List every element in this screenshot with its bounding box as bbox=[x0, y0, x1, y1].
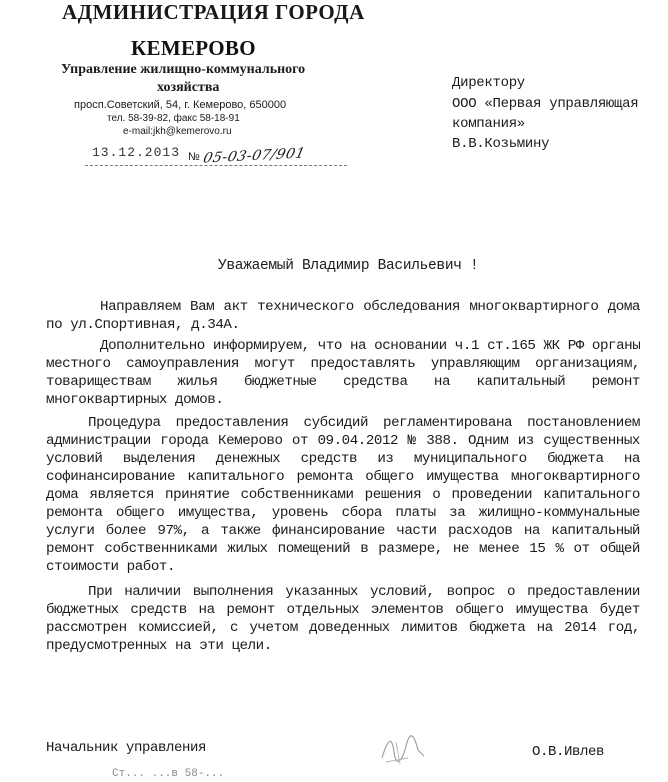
paragraph-2 bbox=[46, 337, 640, 409]
paragraph-4 bbox=[46, 583, 640, 655]
paragraph-line: Дополнительно информируем, что на основании ч.1 ст.165 ЖК РФ органы bbox=[100, 338, 641, 354]
letterhead-city: КЕМЕРОВО bbox=[131, 36, 256, 60]
paragraph-line: Направляем Вам акт технического обследования многоквартирного дома bbox=[100, 299, 640, 315]
letterhead-address: просп.Советский, 54, г. Кемерово, 650000 bbox=[74, 99, 287, 111]
addressee-line-4: В.В.Козьмину bbox=[452, 136, 550, 152]
paragraph-line: бюджетных средств на ремонт отдельных элементов общего имущества будет bbox=[46, 602, 640, 618]
paragraph-line: товариществам жилья бюджетные средства на капитальный ремонт bbox=[46, 374, 640, 390]
paragraph-line: дома является принятие собственниками решения о проведении капитального bbox=[46, 487, 640, 503]
paragraph-line: софинансирование капитального ремонта общего имущества многоквартирного bbox=[46, 469, 640, 485]
signature-name: О.В.Ивлев bbox=[532, 744, 605, 760]
paragraph-3 bbox=[46, 414, 640, 576]
signature-stroke bbox=[382, 736, 424, 762]
paragraph-line: администрации города Кемерово от 09.04.2012 № 388. Одним из существенных bbox=[46, 433, 640, 449]
paragraph-line: местного самоуправления могут предоставлять управляющим организациям, bbox=[46, 356, 640, 372]
paragraph-line: ремонт собственниками жилых помещений в размере, не менее 15 % от общей bbox=[46, 541, 640, 557]
paragraph-line: услуги более 97%, а также финансирование части расходов на капитальный bbox=[46, 523, 640, 539]
paragraph-line: Процедура предоставления субсидий регламентирована постановлением bbox=[88, 415, 640, 431]
paragraph-line: ремонта общего имущества, уровень сбора платы за жилищно-коммунальные bbox=[46, 505, 640, 521]
number-handwritten: 05-03-07/901 bbox=[201, 145, 307, 167]
addressee-line-1: Директору bbox=[452, 75, 525, 91]
addressee-line-3: компания» bbox=[452, 116, 525, 132]
paragraph-1 bbox=[46, 298, 640, 334]
paragraph-line: предусмотренных на эти цели. bbox=[46, 638, 272, 654]
paragraph-line: При наличии выполнения указанных условий, вопрос о предоставлении bbox=[88, 584, 640, 600]
signature-scribble bbox=[378, 728, 428, 768]
paragraph-line: рассмотрен комиссией, с учетом доведенных лимитов бюджета на 2014 год, bbox=[46, 620, 640, 636]
letterhead-department: Управление жилищно-коммунального bbox=[61, 62, 306, 77]
addressee-line-2: ООО «Первая управляющая bbox=[452, 96, 639, 112]
paragraph-line: по ул.Спортивная, д.34А. bbox=[46, 317, 240, 333]
number-prefix: № bbox=[188, 151, 200, 163]
footer-fragment: Ст... ...в 58-... bbox=[112, 768, 225, 780]
salutation: Уважаемый Владимир Васильевич ! bbox=[218, 258, 479, 274]
signature-position: Начальник управления bbox=[46, 740, 207, 756]
letterhead-department-2: хозяйства bbox=[157, 80, 220, 95]
date-stamp: 13.12.2013 bbox=[92, 145, 181, 160]
letterhead-email: e-mail:jkh@kemerovo.ru bbox=[123, 126, 232, 137]
document-date bbox=[92, 145, 180, 160]
letterhead-phones: тел. 58-39-82, факс 58-18-91 bbox=[107, 113, 240, 124]
number-underline bbox=[85, 164, 347, 166]
paragraph-line: стоимости работ. bbox=[46, 559, 176, 575]
letterhead-admin-line: АДМИНИСТРАЦИЯ ГОРОДА bbox=[62, 0, 365, 24]
paragraph-line: условий выделения денежных средств из муниципального бюджета на bbox=[46, 451, 640, 467]
paragraph-line: многоквартирных домов. bbox=[46, 392, 224, 408]
document-number bbox=[188, 147, 305, 165]
